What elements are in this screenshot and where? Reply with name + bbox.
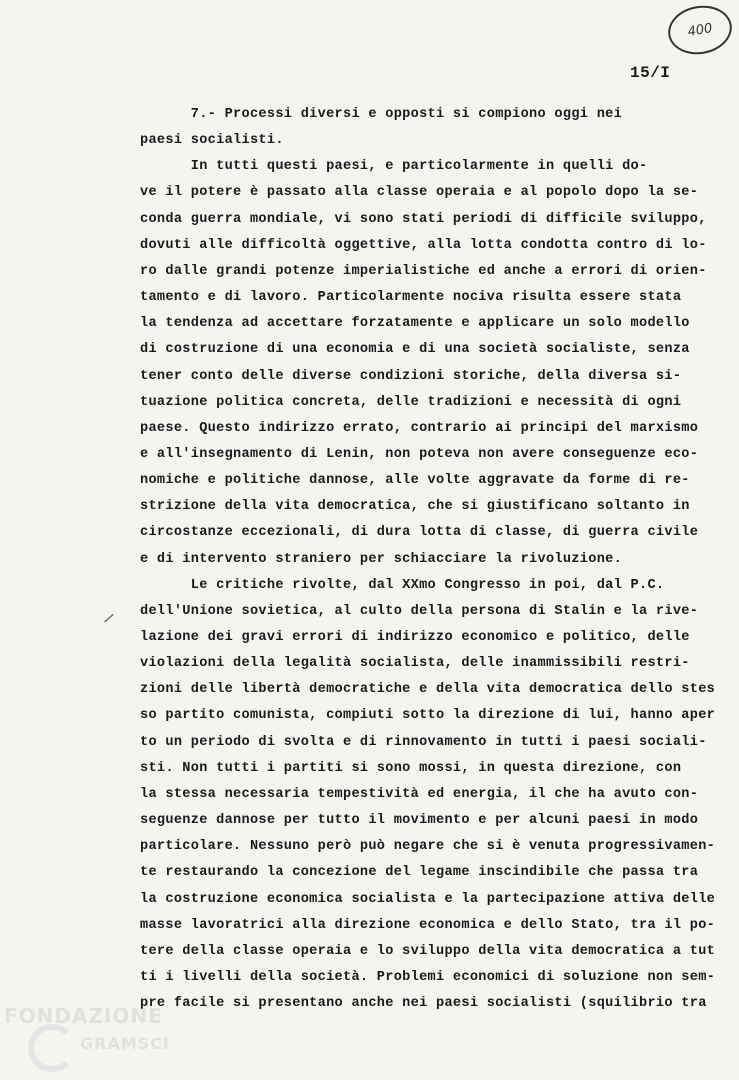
watermark-logo [0, 996, 200, 1080]
text-line: tener conto delle diverse condizioni storiche, della diversa si- [140, 368, 682, 384]
text-line: di costruzione di una economia e di una società socialiste, senza [140, 342, 690, 358]
text-line: tuazione politica concreta, delle tradizioni e necessità di ogni [140, 394, 682, 410]
text-line: sti. Non tutti i partiti si sono mossi, in questa direzione, con [140, 760, 682, 776]
margin-mark: / [101, 611, 115, 629]
text-line: ti i livelli della società. Problemi economici di soluzione non sem- [140, 969, 716, 985]
watermark-line1: FONDAZIONE [4, 1004, 163, 1028]
text-line: nomiche e politiche dannose, alle volte aggravate da forme di re- [140, 473, 690, 489]
text-line: violazioni della legalità socialista, delle inammissibili restri- [140, 656, 690, 672]
text-line: seguenze dannose per tutto il movimento e per alcuni paesi in modo [140, 813, 699, 829]
text-line: zioni delle libertà democratiche e della vita democratica dello stes [140, 682, 716, 698]
text-line: ve il potere è passato alla classe operaia e al popolo dopo la se- [140, 185, 699, 201]
watermark-g-icon [28, 1024, 76, 1072]
text-line: 7.- Processi diversi e opposti si compiono oggi nei [140, 107, 623, 122]
text-line: e all'insegnamento di Lenin, non poteva non avere conseguenze eco- [140, 446, 699, 462]
archive-number-text: 400 [686, 20, 714, 40]
text-line: particolare. Nessuno però può negare che si è venuta progressivamen- [140, 839, 716, 855]
text-line: dell'Unione sovietica, al culto della persona di Stalin e la rive- [140, 603, 699, 619]
text-line: Le critiche rivolte, dal XXmo Congresso in poi, dal P.C. [140, 577, 665, 593]
watermark-line2: GRAMSCI [80, 1034, 170, 1053]
text-line: masse lavoratrici alla direzione economica e dello Stato, tra il po- [140, 917, 716, 933]
text-line: strizione della vita democratica, che si giustificano soltanto in [140, 499, 690, 515]
text-line: pre facile si presentano anche nei paesi socialisti (squilibrio tra [140, 996, 707, 1012]
text-line: lazione dei gravi errori di indirizzo economico e politico, delle [140, 630, 690, 645]
text-line: paese. Questo indirizzo errato, contrario ai principi del marxismo [140, 420, 699, 436]
text-line: circostanze eccezionali, di dura lotta di classe, di guerra civile [140, 525, 699, 541]
text-line: tere della classe operaia e lo sviluppo della vita democratica a tut [140, 943, 716, 959]
text-line: la stessa necessaria tempestività ed energia, il che ha avuto con- [140, 786, 699, 802]
text-line: te restaurando la concezione del legame inscindibile che passa tra [140, 865, 699, 881]
text-line: so partito comunista, compiuti sotto la direzione di lui, hanno aper [140, 708, 716, 724]
text-line: tamento e di lavoro. Particolarmente nociva risulta essere stata [140, 290, 682, 306]
text-line: la costruzione economica socialista e la partecipazione attiva delle [140, 891, 716, 907]
text-line: dovuti alle difficoltà oggettive, alla lotta condotta contro di lo- [140, 237, 707, 253]
text-line: In tutti questi paesi, e particolarmente in quelli do- [140, 159, 648, 175]
text-line: paesi socialisti. [140, 133, 284, 149]
text-line: conda guerra mondiale, vi sono stati periodi di difficile sviluppo, [140, 211, 707, 227]
archive-number-stamp [664, 1, 735, 59]
text-line: e di intervento straniero per schiacciare la rivoluzione. [140, 551, 623, 567]
text-line: to un periodo di svolta e di rinnovamento in tutti i paesi sociali- [140, 734, 707, 750]
text-line: ro dalle grandi potenze imperialistiche ed anche a errori di orien- [140, 263, 707, 279]
page-number: 15/I [630, 64, 671, 82]
text-line: la tendenza ad accettare forzatamente e applicare un solo modello [140, 316, 690, 332]
